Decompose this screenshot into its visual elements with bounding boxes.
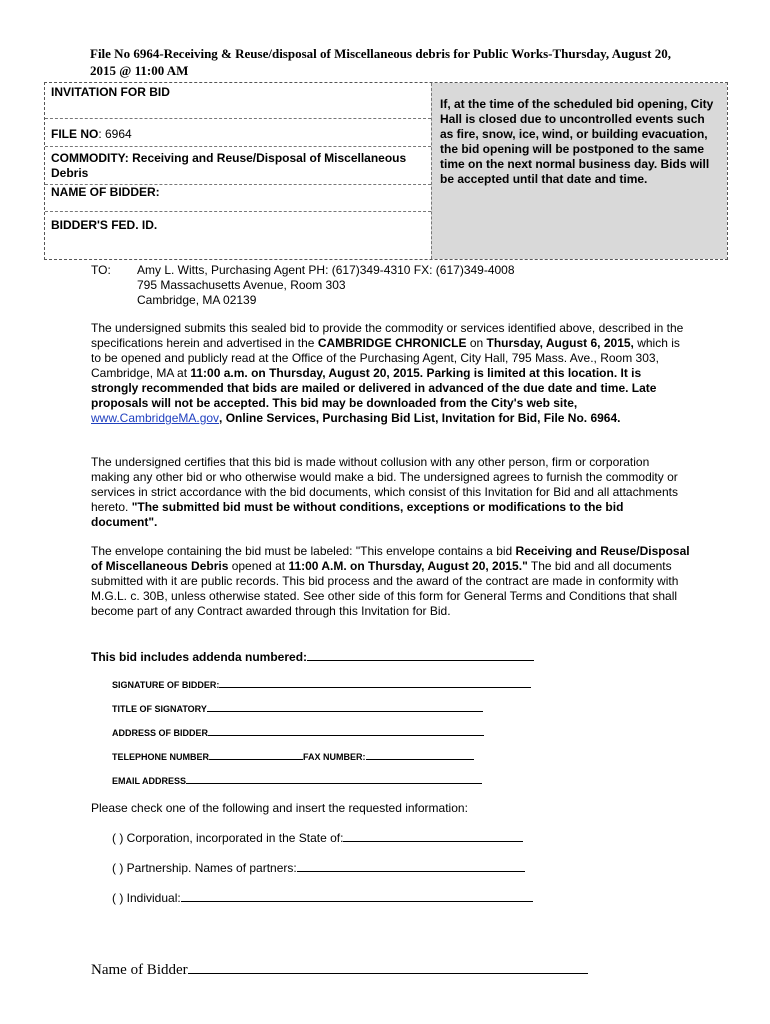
signature-label: SIGNATURE OF BIDDER: [112,680,220,690]
p3-text-3: The bid and all documents submitted with it are public records. This bid process and the award of the contract are made in conformity with M.G.L. c. 30B, unless otherwise stated. See other side of this form for General Terms and Conditions that shall become part of any Contract awarded through this Invitation for Bid. [91,559,679,618]
footer-name-of-bidder [91,960,588,979]
p1-text-1: The undersigned submits this sealed bid to provide the commodity or services identified above, described in the specifications herein and advertised in the [91,321,684,350]
p3-bold-1: Receiving and Reuse/Disposal of Miscellaneous Debris [91,544,690,573]
invitation-title: INVITATION FOR BID [45,83,431,119]
corporation-input-line[interactable] [343,830,523,842]
p1-text-3: which is to be opened and publicly read at the Office of the Purchasing Agent, City Hall, 795 Mass. Ave., Room 303, Cambridge, MA at [91,336,680,380]
title-label: TITLE OF SIGNATORY [112,704,207,714]
bidder-fed-id: BIDDER'S FED. ID. [45,211,431,259]
recipient-name-phone: Amy L. Witts, Purchasing Agent PH: (617)349-4310 FX: (617)349-4008 [137,263,515,277]
footer-name-label: Name of Bidder [91,962,188,978]
name-of-bidder-label: NAME OF BIDDER: [51,185,160,199]
email-input-line[interactable] [186,774,482,784]
document-header: File No 6964-Receiving & Reuse/disposal of Miscellaneous debris for Public Works-Thursday, August 20, 2015 @ 11:00 AM [90,46,671,78]
file-no-label: FILE NO [51,127,99,141]
p1-bold-2: Thursday, August 6, 2015, [486,336,634,350]
p1-bold-3: 11:00 a.m. on Thursday, August 20, 2015. Parking is limited at this location. It is strongly recommended that bids are mailed or delivered in advanced of the due date and time. Late proposals will not be accepted. This bid may be downloaded from the City's web site, [91,366,657,410]
invitation-info [45,83,431,259]
recipient-city: Cambridge, MA 02139 [137,293,257,307]
p1-bold-4: , Online Services, Purchasing Bid List, Invitation for Bid, File No. 6964. [219,411,621,425]
fax-label: FAX NUMBER: [303,752,366,762]
corporation-label: ( ) Corporation, incorporated in the State of: [112,831,344,845]
p1-bold-1: CAMBRIDGE CHRONICLE [317,336,467,350]
p3-text-1: The envelope containing the bid must be labeled: "This envelope contains a bid [91,544,516,558]
check-prompt: Please check one of the following and insert the requested information: [91,801,468,815]
city-website-link[interactable]: www.CambridgeMA.gov [91,411,220,425]
certification-paragraph [91,455,691,530]
option-individual[interactable] [112,890,533,905]
p3-bold-2: 11:00 A.M. on Thursday, August 20, 2015." [288,559,528,573]
file-number [45,119,431,147]
email-label: EMAIL ADDRESS [112,776,187,786]
to-label: TO: [91,263,111,277]
commodity: COMMODITY: Receiving and Reuse/Disposal of Miscellaneous Debris [45,147,431,185]
signature-field [112,678,531,690]
p3-text-2: opened at [228,559,289,573]
addenda-line [91,649,534,664]
file-no-value: : 6964 [98,127,132,141]
telephone-label: TELEPHONE NUMBER [112,752,210,762]
p2-text-1: The undersigned certifies that this bid is made without collusion with any other person, firm or corporation making any other bid or who otherwise would make a bid. The undersigned agrees to furnish the commodity or services in strict accordance with the bid documents, which consist of this Invitation for Bid and all attachments hereto. [91,455,678,514]
closure-notice: If, at the time of the scheduled bid opening, City Hall is closed due to uncontrolled events such as fire, snow, ice, wind, or building evacuation, the bid opening will be postponed to the same time on the next normal business day. Bids will be accepted until that date and time. [431,83,727,259]
addenda-label: This bid includes addenda numbered: [91,650,308,664]
address-input-line[interactable] [208,726,484,736]
partnership-input-line[interactable] [297,860,525,872]
title-input-line[interactable] [207,702,483,712]
telephone-input-line[interactable] [209,750,303,760]
title-field [112,702,483,714]
envelope-paragraph [91,544,691,619]
address-field [112,726,484,738]
option-partnership[interactable] [112,860,525,875]
individual-label: ( ) Individual: [112,891,181,905]
email-field [112,774,482,786]
recipient-street: 795 Massachusetts Avenue, Room 303 [137,278,346,292]
signature-input-line[interactable] [219,678,531,688]
individual-input-line[interactable] [181,890,533,902]
invitation-box [44,82,728,260]
footer-name-input-line[interactable] [188,960,588,974]
submission-paragraph [91,321,691,426]
option-corporation[interactable] [112,830,523,845]
partnership-label: ( ) Partnership. Names of partners: [112,861,297,875]
p2-bold-1: "The submitted bid must be without conditions, exceptions or modifications to the bid document". [91,500,624,529]
recipient-address [137,263,697,308]
address-label: ADDRESS OF BIDDER [112,728,209,738]
p1-text-2: on [466,336,487,350]
fax-input-line[interactable] [366,750,474,760]
phone-fax-field [112,750,474,762]
addenda-input-line[interactable] [307,649,534,661]
